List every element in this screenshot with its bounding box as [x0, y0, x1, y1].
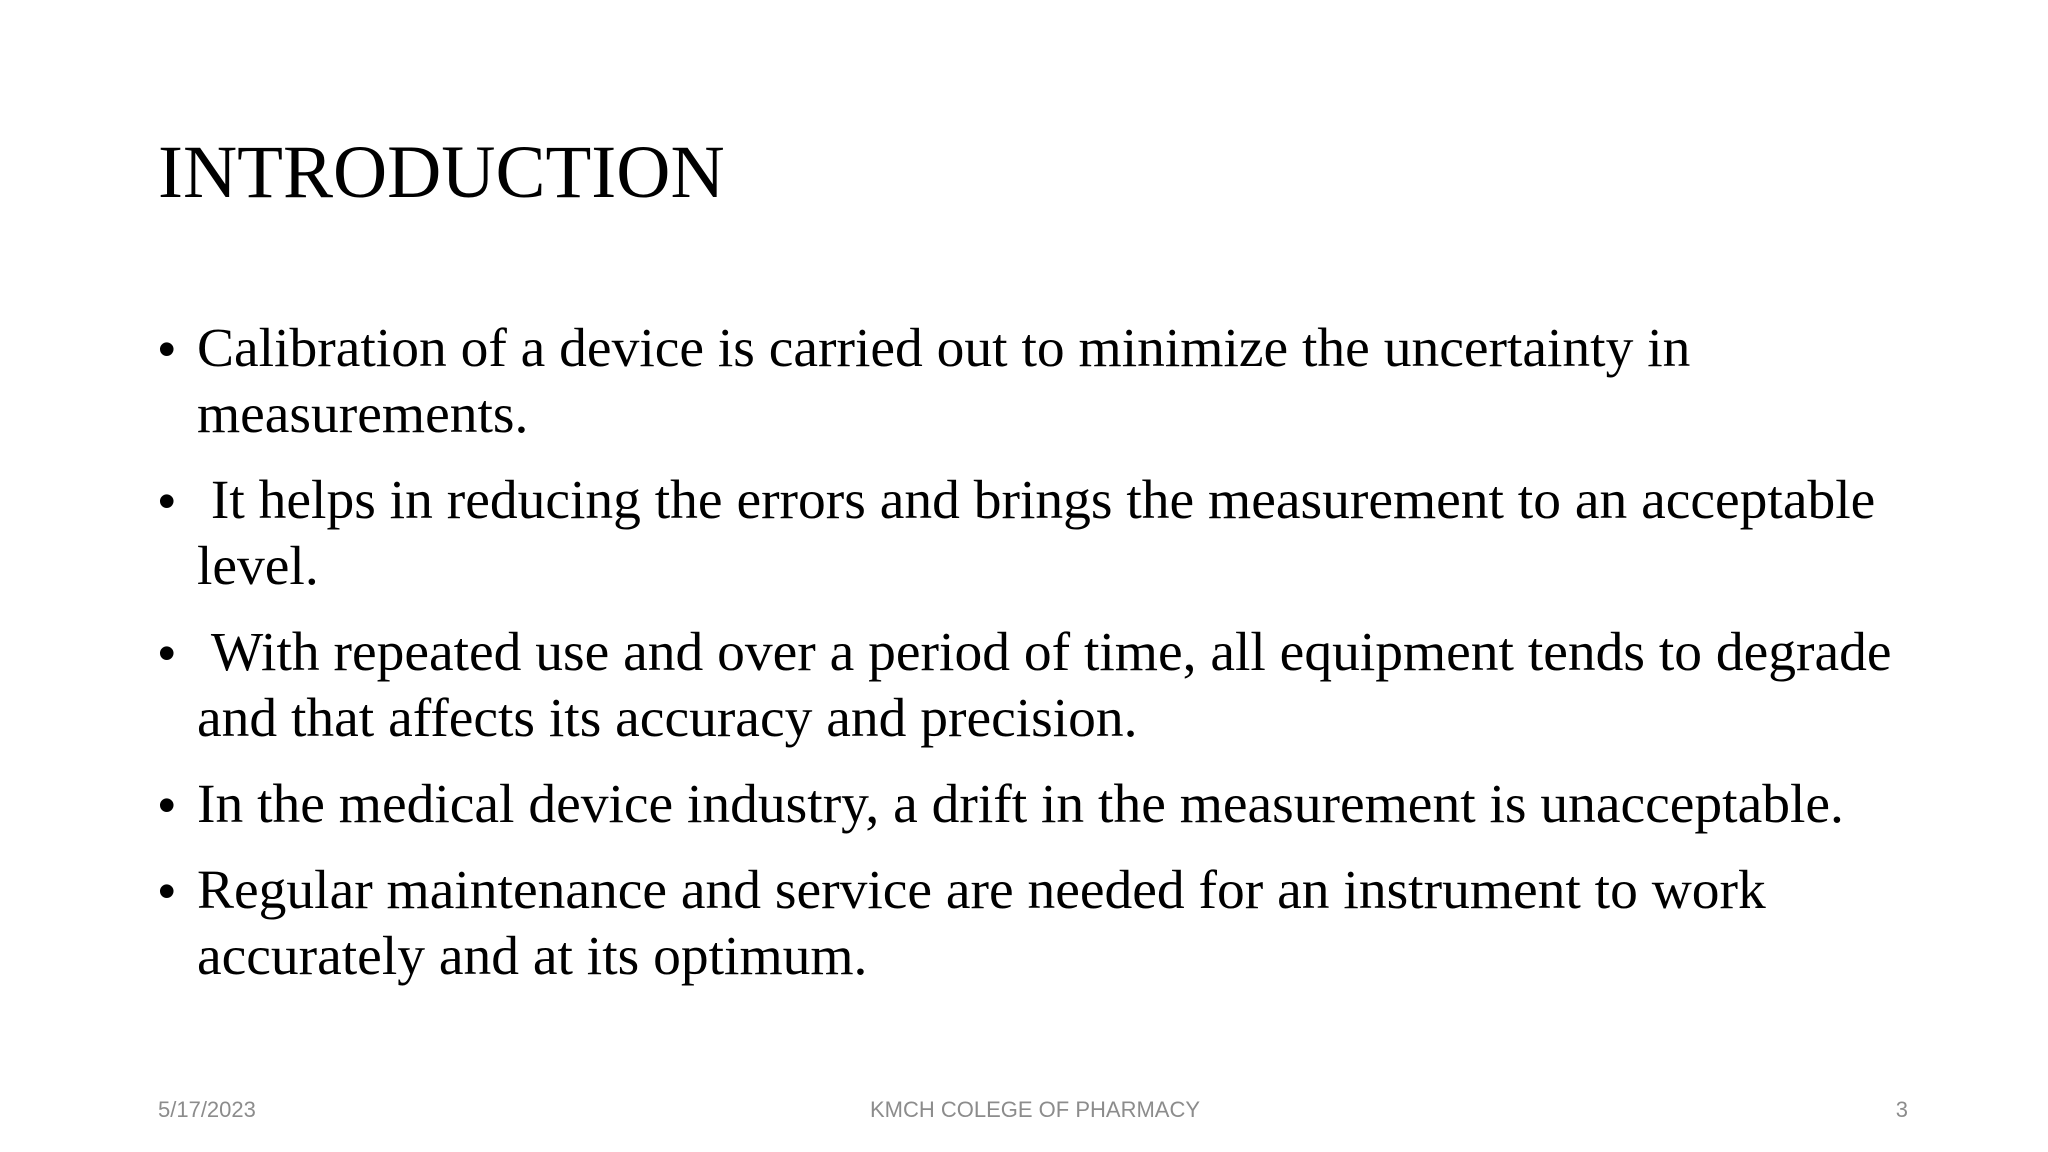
bullet-item — [158, 772, 1918, 838]
slide-number: 3 — [1895, 1097, 1908, 1122]
bullet-text: It helps in reducing the errors and brings the measurement to an acceptable level. — [197, 470, 1890, 597]
bullet-text: With repeated use and over a period of time, all equipment tends to degrade and that affects its accuracy and precision. — [197, 622, 1906, 749]
bullet-icon: • — [158, 473, 176, 529]
bullet-icon: • — [158, 777, 176, 833]
bullet-icon: • — [158, 625, 176, 681]
slide-title: INTRODUCTION — [158, 131, 725, 214]
bullet-text: Regular maintenance and service are needed for an instrument to work accurately and at its optimum. — [197, 860, 1780, 987]
bullet-icon: • — [158, 321, 176, 377]
footer-organization: KMCH COLEGE OF PHARMACY — [869, 1097, 1201, 1122]
bullet-list — [158, 316, 1918, 1010]
bullet-item — [158, 316, 1918, 448]
bullet-item — [158, 468, 1918, 600]
bullet-item — [158, 620, 1918, 752]
bullet-item — [158, 858, 1918, 990]
bullet-text: Calibration of a device is carried out to minimize the uncertainty in measurements. — [197, 318, 1705, 445]
bullet-icon: • — [158, 863, 176, 919]
bullet-text: In the medical device industry, a drift in the measurement is unacceptable. — [197, 774, 1844, 835]
footer-date: 5/17/2023 — [158, 1097, 256, 1122]
